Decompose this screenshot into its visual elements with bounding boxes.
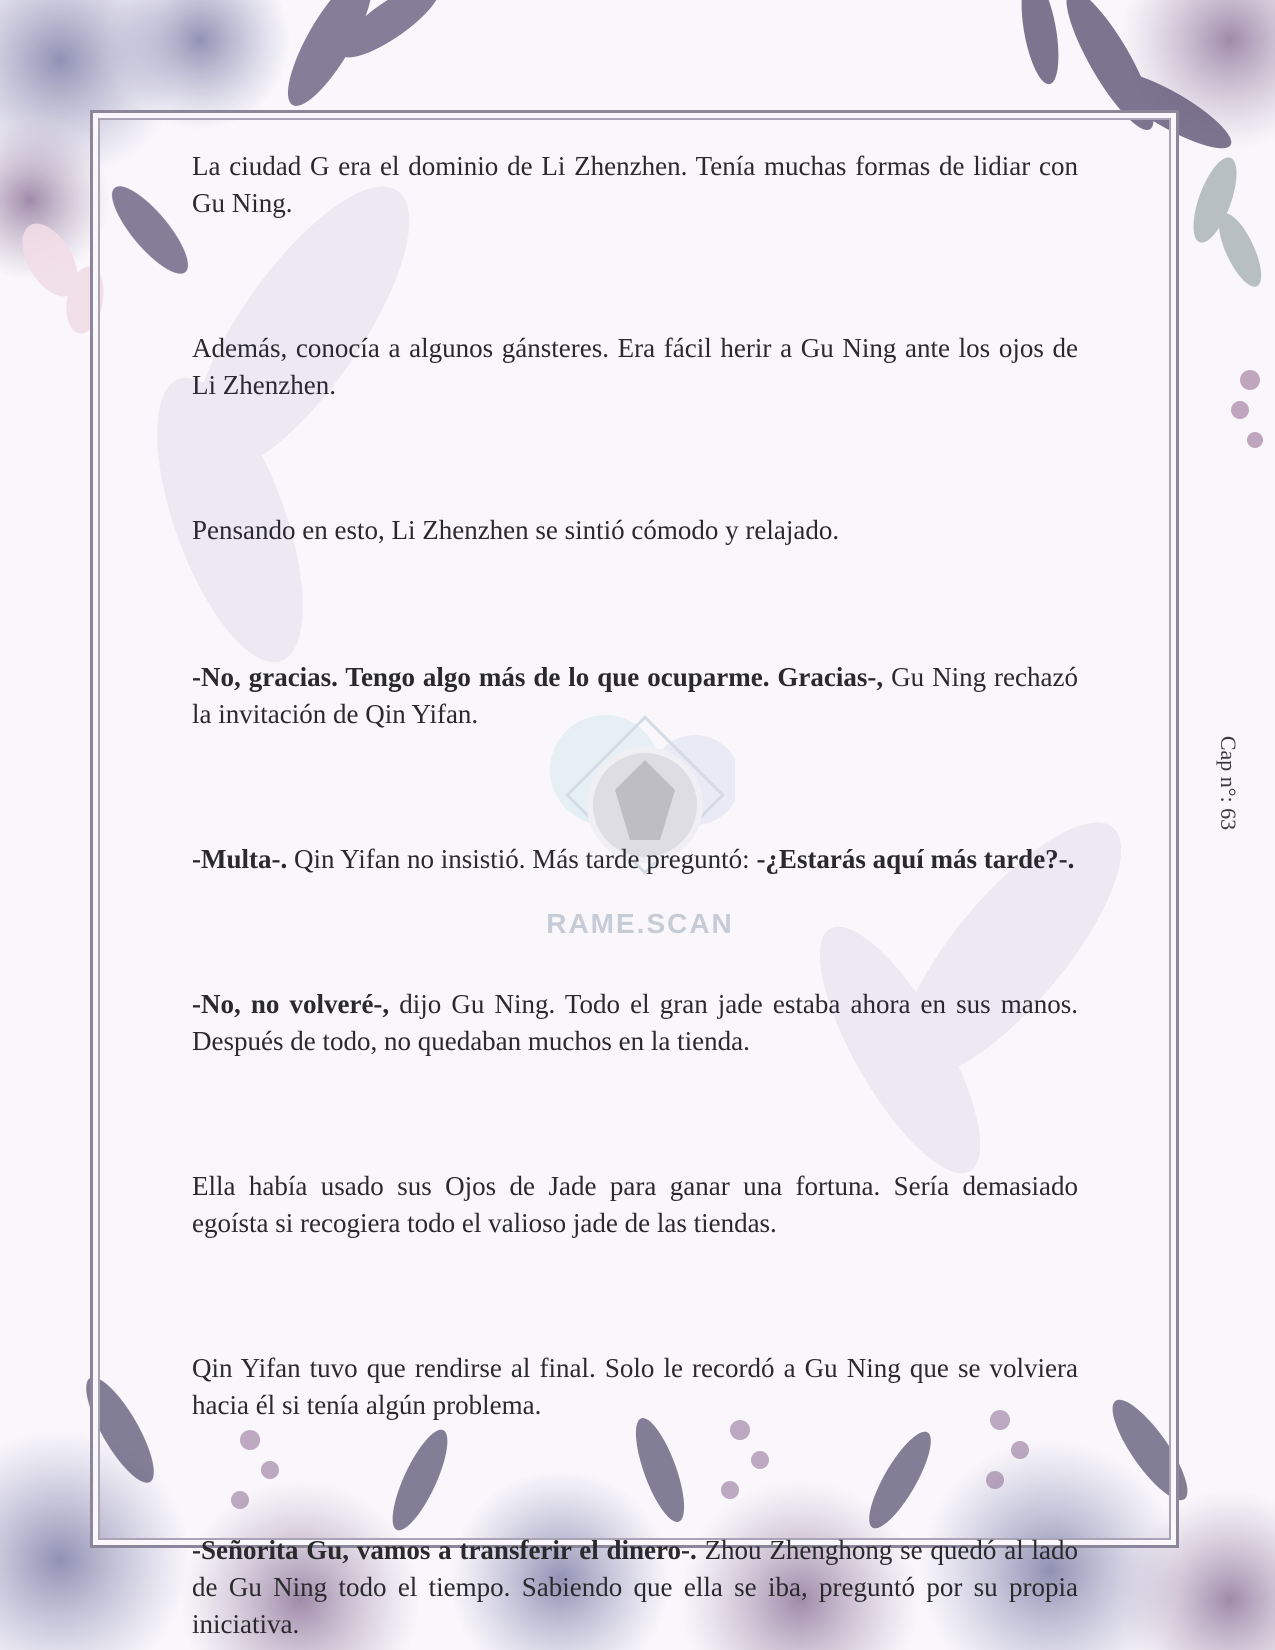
paragraph xyxy=(192,841,1078,878)
dialogue-bold: -¿Estarás aquí más tarde?-. xyxy=(756,844,1075,874)
dialogue-bold: -No, no volveré-, xyxy=(192,989,390,1019)
paragraph xyxy=(192,512,1078,549)
paragraph xyxy=(192,330,1078,404)
paragraph-text: Zhou Zhenghong se quedó al lado de Gu Ning todo el tiempo. Sabiendo que ella se iba, preguntó por su propia iniciativa. xyxy=(192,1535,1078,1639)
paragraph xyxy=(192,1532,1078,1643)
paragraph xyxy=(192,1168,1078,1242)
paragraph-text: Pensando en esto, Li Zhenzhen se sintió cómodo y relajado. xyxy=(192,515,840,545)
watermark-text: RAME.SCAN xyxy=(546,908,734,939)
paragraph-text: Además, conocía a algunos gánsteres. Era fácil herir a Gu Ning ante los ojos de Li Zhenzhen. xyxy=(192,333,1078,400)
chapter-label: Cap n°: 63 xyxy=(1216,735,1241,831)
paragraph-text: Ella había usado sus Ojos de Jade para ganar una fortuna. Sería demasiado egoísta si recogiera todo el valioso jade de las tiendas. xyxy=(192,1171,1078,1238)
dialogue-bold: -Multa-. xyxy=(192,844,288,874)
paragraph xyxy=(192,1350,1078,1424)
dialogue-bold: -Señorita Gu, vamos a transferir el dinero-. xyxy=(192,1535,697,1565)
paragraph xyxy=(192,659,1078,733)
paragraph-text: Qin Yifan no insistió. Más tarde preguntó: xyxy=(287,844,757,874)
paragraph xyxy=(192,148,1078,222)
paragraph-text: La ciudad G era el dominio de Li Zhenzhen. Tenía muchas formas de lidiar con Gu Ning. xyxy=(192,151,1078,218)
paragraph-text: dijo Gu Ning. Todo el gran jade estaba ahora en sus manos. Después de todo, no quedaban muchos en la tienda. xyxy=(192,989,1079,1056)
paragraph xyxy=(192,986,1078,1060)
paragraph-text: Qin Yifan tuvo que rendirse al final. Solo le recordó a Gu Ning que se volviera hacia él si tenía algún problema. xyxy=(192,1353,1078,1420)
paragraph-text: Gu Ning rechazó la invitación de Qin Yifan. xyxy=(192,662,1078,729)
text-body xyxy=(192,148,1078,1650)
dialogue-bold: -No, gracias. Tengo algo más de lo que ocuparme. Gracias-, xyxy=(192,662,884,692)
